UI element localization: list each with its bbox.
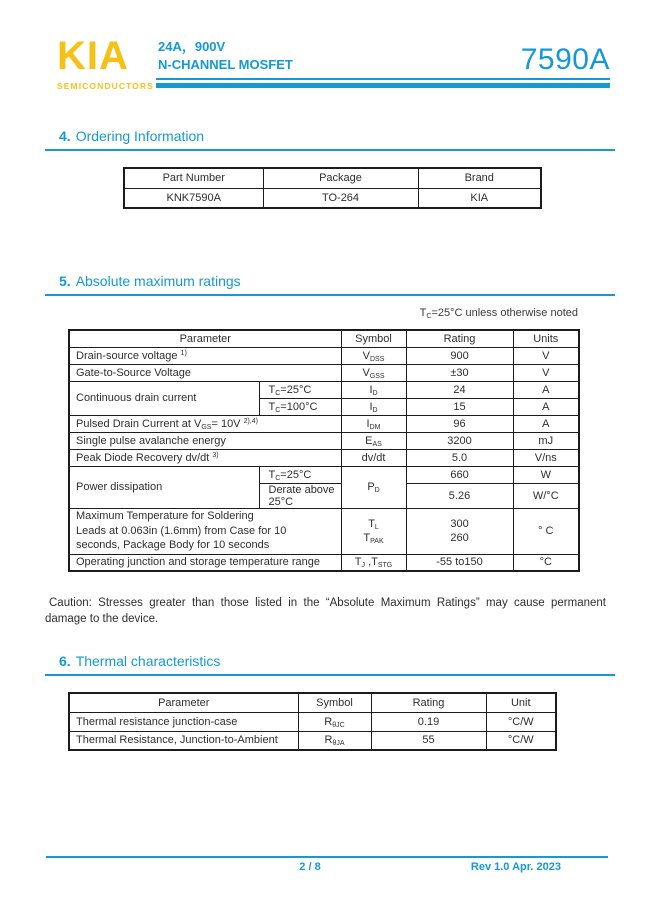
table-row [69,449,579,466]
symbol-cell: $V_{DSS}$ [341,347,406,364]
unit-cell: °C/W [486,731,556,750]
ordering-table [123,167,542,209]
param-cell: Continuous drain current [69,381,259,415]
table-row [69,381,579,398]
header-rule-thick [156,83,610,88]
symbol-cell: $E_{AS}$ [341,432,406,449]
abs-max-ratings-table [68,329,580,572]
section-title: Absolute maximum ratings [75,273,241,289]
rating-cell: 24 [406,381,513,398]
table-row [69,712,556,731]
table-header-row [69,693,556,712]
header-cell: Parameter [69,693,298,712]
table-header-row [124,168,541,188]
param-cell: Thermal resistance junction-case [69,712,298,731]
unit-cell: A [513,381,579,398]
symbol-cell: $T_L$ $T_{PAK}$ [341,508,406,554]
page-number: 2 / 8 [299,861,321,873]
unit-cell: °C/W [486,712,556,731]
rating-cell: 5.0 [406,449,513,466]
condition-cell: $T_C=25^\circ C$ [259,466,341,483]
rating-cell: 15 [406,398,513,415]
unit-cell: V/ns [513,449,579,466]
param-cell: Gate-to-Source Voltage [69,364,341,381]
rating-cell: 0.19 [371,712,486,731]
symbol-cell: $R_{\theta JA}$ [298,731,371,750]
header-cell: Package [263,168,418,188]
unit-cell: W [513,466,579,483]
section-ordering-heading [45,128,615,151]
section-number: 4. [59,128,71,144]
rating-cell: ±30 [406,364,513,381]
unit-cell: V [513,347,579,364]
header-cell: Rating [371,693,486,712]
table-row [69,466,579,483]
logo-tagline: SEMICONDUCTORS [57,81,154,91]
caution-text: Caution: Stresses greater than those listed in the “Absolute Maximum Ratings” may cause permanent damage to the device. [45,597,606,625]
thermal-characteristics-table [68,692,557,751]
rating-cell: -55 to150 [406,554,513,571]
rating-cell: 300 260 [406,508,513,554]
unit-cell: V [513,364,579,381]
section-number: 5. [59,273,71,289]
param-cell: Peak Diode Recovery dv/dt $^{3)}$ [69,449,341,466]
header-rule-thin [156,78,610,80]
symbol-cell: $I_D$ [341,381,406,398]
device-type-line: N-CHANNEL MOSFET [158,57,293,72]
unit-cell: A [513,398,579,415]
table-row [69,731,556,750]
condition-cell: $T_C=25^\circ C$ [259,381,341,398]
condition-cell: Derate above 25°C [259,483,341,508]
param-cell: Thermal Resistance, Junction-to-Ambient [69,731,298,750]
param-cell: Power dissipation [69,466,259,508]
part-number-heading: 7590A [520,43,610,76]
abs-max-condition-note: $T_C=25^\circ C$ unless otherwise noted [419,307,578,320]
part-number-cell: KNK7590A [124,188,263,208]
param-cell: Maximum Temperature for Soldering Leads at 0.063in (1.6mm) from Case for 10 seconds, Package Body for 10 seconds [69,508,341,554]
param-cell: Pulsed Drain Current at $V_{GS}= 10V$ $^{2),4)}$ [69,415,341,432]
header-cell: Units [513,330,579,347]
symbol-cell: $I_D$ [341,398,406,415]
package-cell: TO-264 [263,188,418,208]
table-row [69,554,579,571]
symbol-cell: dv/dt [341,449,406,466]
section-number: 6. [59,653,71,669]
param-cell: Single pulse avalanche energy [69,432,341,449]
table-row [69,508,579,554]
table-row [69,347,579,364]
footer-rule [46,856,608,858]
unit-cell: mJ [513,432,579,449]
table-row [69,364,579,381]
table-row [69,415,579,432]
revision-label: Rev 1.0 Apr. 2023 [470,861,561,873]
symbol-cell: $I_{DM}$ [341,415,406,432]
section-abs-max-heading [45,273,615,296]
brand-cell: KIA [418,188,541,208]
symbol-cell: $V_{GSS}$ [341,364,406,381]
unit-cell: A [513,415,579,432]
kia-logo: KIA [57,34,129,78]
header-cell: Rating [406,330,513,347]
header-cell: Unit [486,693,556,712]
table-row [124,188,541,208]
section-title: Thermal characteristics [75,653,221,669]
unit-cell: W/°C [513,483,579,508]
symbol-cell: $T_J$ $,T_{STG}$ [341,554,406,571]
header-subtitle [158,39,293,72]
rating-cell: 660 [406,466,513,483]
header-cell: Part Number [124,168,263,188]
section-title: Ordering Information [75,128,205,144]
condition-cell: $T_C=100^\circ C$ [259,398,341,415]
rating-cell: 3200 [406,432,513,449]
header-cell: Symbol [298,693,371,712]
unit-cell: ° C [513,508,579,554]
symbol-cell: $R_{\theta JC}$ [298,712,371,731]
header-cell: Parameter [69,330,341,347]
rating-cell: 5.26 [406,483,513,508]
device-rating-line: 24A，900V [158,39,226,54]
param-cell: Operating junction and storage temperature range [69,554,341,571]
section-thermal-heading [45,653,615,676]
rating-cell: 96 [406,415,513,432]
header-cell: Symbol [341,330,406,347]
table-header-row [69,330,579,347]
rating-cell: 55 [371,731,486,750]
header-cell: Brand [418,168,541,188]
symbol-cell: $P_D$ [341,466,406,508]
rating-cell: 900 [406,347,513,364]
table-row [69,432,579,449]
param-cell: Drain-source voltage $^{1)}$ [69,347,341,364]
unit-cell: °C [513,554,579,571]
